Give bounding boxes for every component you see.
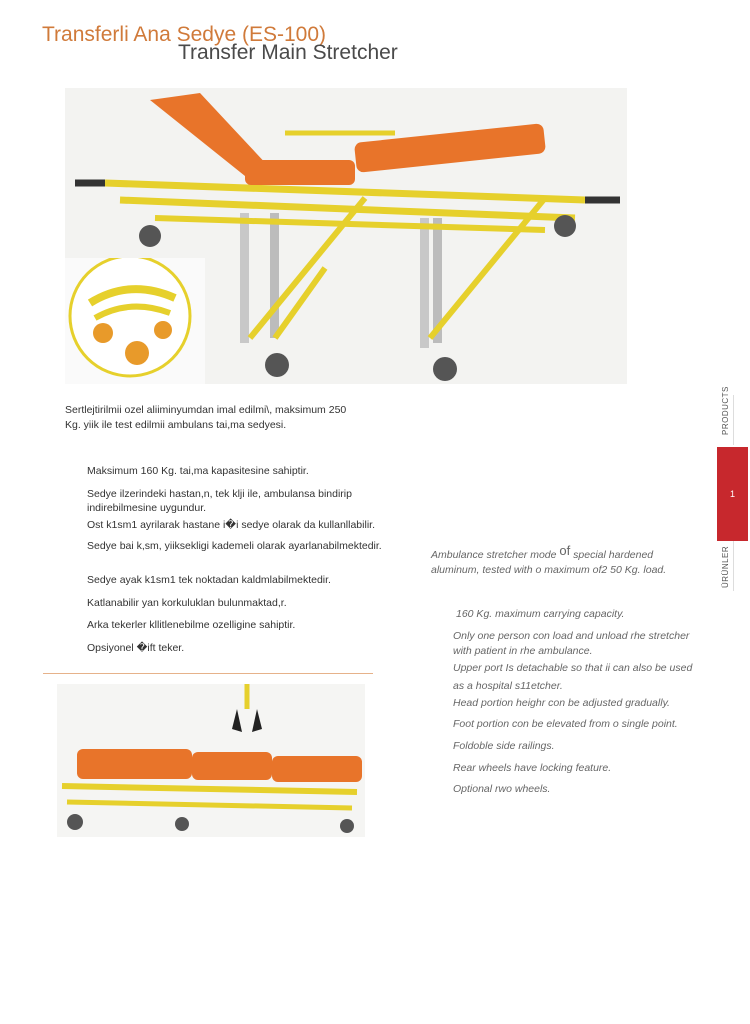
description-english [431, 543, 691, 578]
title-turkish: Transferli Ana Sedye (ES-100) [42, 23, 327, 46]
feature-tr-6: Katlanabilir yan korkuluklan bulunmaktad,r. [87, 597, 287, 609]
stretcher-photo [65, 88, 627, 384]
side-label-products [717, 386, 737, 435]
feature-en-2: Only one person con load and unload rhe stretcher [453, 630, 690, 642]
feature-tr-2: Sedye ilzerindeki hastan,n, tek klji ile, ambulansa bindirip indirebilmesine uygundur. [87, 488, 352, 514]
feature-tr-8: Opsiyonel �ift teker. [87, 642, 185, 654]
side-line-bottom [733, 541, 734, 591]
description-en-part-a: Ambulance stretcher mode [431, 549, 557, 561]
feature-en-6: Head portion heighr con be adjusted gradually. [453, 697, 670, 709]
feature-tr-5: Sedye ayak k1sm1 tek noktadan kaldmlabilmektedir. [87, 574, 331, 586]
feature-en-10: Optional rwo wheels. [453, 783, 551, 795]
side-label-urunler [717, 546, 737, 590]
feature-en-4: Upper port Is detachable so that ii can also be used [453, 662, 693, 674]
urunler-label: ÜRÜNLER [721, 545, 730, 588]
feature-en-8: Foldoble side railings. [453, 740, 555, 752]
description-en-line-2: aluminum, tested with o maximum of2 50 Kg. load. [431, 564, 667, 576]
feature-en-1: 160 Kg. maximum carrying capacity. [456, 608, 625, 620]
description-en-line-1 [431, 543, 691, 563]
description-tr-line-2: Kg. yiik ile test edilmii ambulans tai,ma sedyesi. [65, 419, 287, 431]
feature-tr-1: Maksimum 160 Kg. tai,ma kapasitesine sahiptir. [87, 465, 309, 477]
feature-tr-7: Arka tekerler kllitlenebilme ozelligine sahiptir. [87, 619, 296, 631]
feature-tr-3: Ost k1sm1 ayrilarak hastane i�i sedye olarak da kullanllabilir. [87, 519, 375, 531]
page-number: 1 [729, 489, 735, 499]
stretcher-flat-photo [57, 684, 365, 837]
description-turkish [65, 403, 385, 433]
feature-en-9: Rear wheels have locking feature. [453, 762, 612, 774]
feature-tr-4: Sedye bai k,sm, yiiksekligi kademeli olarak ayarlanabilmektedir. [87, 540, 382, 552]
description-en-part-c: special hardened [573, 549, 654, 561]
description-tr-line-1: Sertlejtirilmii ozel aliiminyumdan imal edilmi\, maksimum 250 [65, 404, 347, 416]
feature-en-7: Foot portion con be elevated from o single point. [453, 718, 678, 730]
feature-en-3: with patient in rhe ambulance. [453, 645, 593, 657]
section-divider [43, 673, 373, 674]
stretcher-flat-illustration [57, 684, 365, 837]
feature-en-5: as a hospital s11etcher. [453, 680, 563, 692]
wheel-detail-photo [65, 258, 205, 384]
page-tab [717, 447, 748, 541]
products-label: PRODUCTS [721, 386, 730, 435]
description-en-part-b: of [559, 543, 571, 558]
title-english: Transfer Main Stretcher [178, 41, 398, 64]
wheel-detail-illustration [65, 258, 205, 384]
